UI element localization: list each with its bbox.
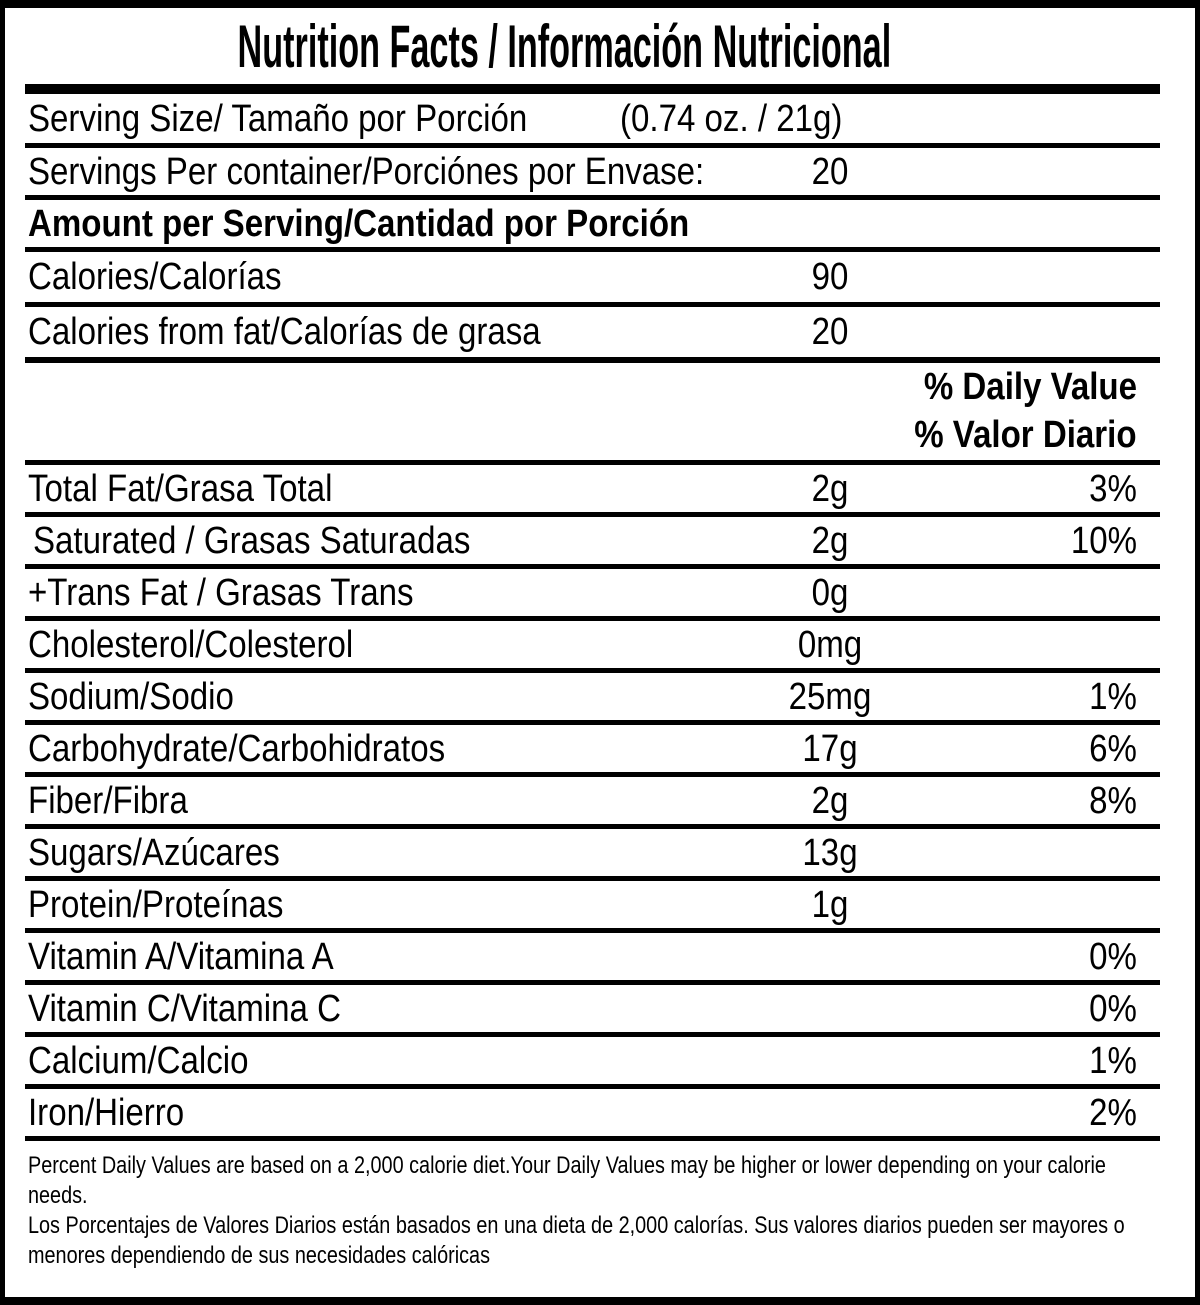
nutrient-row-total-fat [25, 465, 1160, 517]
nutrient-label: Vitamin C/Vitamina C [28, 987, 341, 1030]
nutrient-row-calcium [25, 1037, 1160, 1089]
nutrient-amount: 25mg [788, 675, 872, 718]
nutrient-label: Cholesterol/Colesterol [28, 623, 354, 666]
daily-value-header-en: % Daily Value [923, 366, 1137, 408]
nutrient-row-carbohydrate [25, 725, 1160, 777]
nutrient-amount: 0mg [797, 623, 863, 666]
nutrient-amount: 0g [811, 571, 849, 614]
nutrient-row-vitamin-a [25, 933, 1160, 985]
nutrient-label: Saturated / Grasas Saturadas [33, 519, 471, 562]
calories-from-fat-row [25, 307, 1160, 363]
nutrient-daily-value: 0% [1089, 987, 1137, 1030]
nutrient-daily-value: 3% [1089, 467, 1137, 510]
footnote [25, 1141, 1160, 1271]
nutrient-row-iron [25, 1089, 1160, 1141]
nutrient-amount [647, 985, 1012, 1032]
nutrient-amount: 2g [811, 467, 849, 510]
nutrient-amount [647, 1089, 1012, 1136]
nutrient-amount: 2g [811, 519, 849, 562]
nutrient-label: Protein/Proteínas [28, 883, 284, 926]
calories-value: 90 [811, 256, 849, 298]
title-divider [25, 84, 1160, 94]
nutrient-row-sodium [25, 673, 1160, 725]
nutrient-daily-value: 10% [1070, 519, 1137, 562]
title-bar [5, 8, 1195, 84]
serving-size-label: Serving Size/ Tamaño por Porción [28, 97, 528, 140]
nutrient-row-saturated-fat [25, 517, 1160, 569]
nutrient-amount [647, 933, 1012, 980]
nutrient-daily-value: 6% [1089, 727, 1137, 770]
calories-row [25, 252, 1160, 307]
nutrient-row-cholesterol [25, 621, 1160, 673]
nutrient-row-vitamin-c [25, 985, 1160, 1037]
servings-per-container-label: Servings Per container/Porciónes por Envase: [28, 150, 705, 193]
footnote-en: Percent Daily Values are based on a 2,000 calorie diet.Your Daily Values may be higher or lower depending on your calorie needs. [28, 1152, 1106, 1209]
daily-value-header-es: % Valor Diario [914, 414, 1137, 456]
amount-per-serving-header: Amount per Serving/Cantidad por Porción [28, 202, 690, 245]
nutrient-row-sugars [25, 829, 1160, 881]
nutrient-daily-value: 8% [1089, 779, 1137, 822]
nutrient-daily-value: 1% [1089, 675, 1137, 718]
nutrient-daily-value: 0% [1089, 935, 1137, 978]
nutrient-label: Calcium/Calcio [28, 1039, 249, 1082]
calories-from-fat-value: 20 [811, 311, 849, 353]
calories-from-fat-label: Calories from fat/Calorías de grasa [28, 311, 541, 353]
nutrient-daily-value: 1% [1089, 1039, 1137, 1082]
nutrient-label: Vitamin A/Vitamina A [28, 935, 334, 978]
amount-per-serving-header-row [25, 200, 1160, 252]
nutrient-label: Carbohydrate/Carbohidratos [28, 727, 446, 770]
nutrient-amount: 1g [811, 883, 849, 926]
servings-per-container-row [25, 148, 1160, 200]
nutrient-label: Sodium/Sodio [28, 675, 234, 718]
serving-size-value: (0.74 oz. / 21g) [620, 97, 843, 140]
nutrient-row-trans-fat [25, 569, 1160, 621]
footnote-es: Los Porcentajes de Valores Diarios están basados en una dieta de 2,000 calorías. Sus valores diarios pueden ser mayores o menores dependiendo de sus necesidades calóricas [28, 1212, 1125, 1269]
nutrient-amount: 13g [802, 831, 858, 874]
nutrient-row-fiber [25, 777, 1160, 829]
label-title: Nutrition Facts / Información Nutricional [237, 12, 891, 80]
label-body [25, 84, 1160, 1271]
nutrient-amount: 2g [811, 779, 849, 822]
nutrient-amount: 17g [802, 727, 858, 770]
nutrient-label: Fiber/Fibra [28, 779, 188, 822]
nutrient-label: Total Fat/Grasa Total [28, 467, 333, 510]
nutrient-amount [647, 1037, 1012, 1084]
nutrient-daily-value: 2% [1089, 1091, 1137, 1134]
daily-value-header-block [25, 363, 1160, 465]
calories-label: Calories/Calorías [28, 256, 282, 298]
nutrient-label: +Trans Fat / Grasas Trans [28, 571, 414, 614]
nutrient-label: Iron/Hierro [28, 1091, 185, 1134]
nutrient-row-protein [25, 881, 1160, 933]
servings-per-container-value: 20 [811, 150, 849, 193]
serving-size-row [25, 94, 1160, 148]
nutrient-label: Sugars/Azúcares [28, 831, 280, 874]
